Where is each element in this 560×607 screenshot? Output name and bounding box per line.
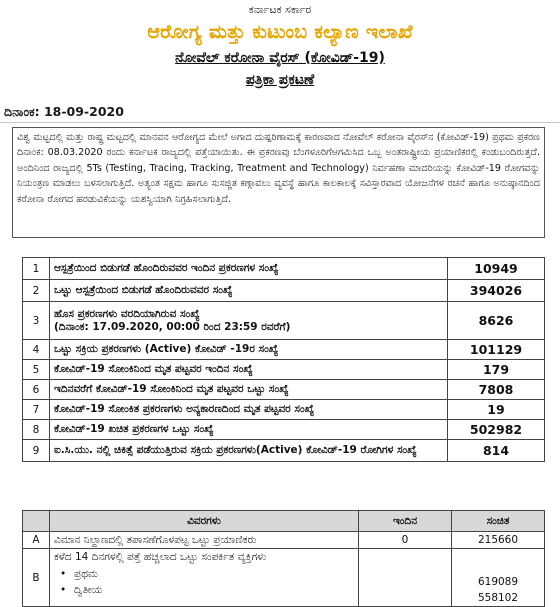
row-label: B (23, 549, 50, 607)
row-number: 7 (23, 400, 50, 420)
row-today-value (359, 549, 452, 607)
cumulative-primary: 619089 (477, 576, 519, 588)
table-row (23, 302, 545, 340)
row-description-main: ಕಳೆದ 14 ದಿನಗಳಲ್ಲಿ ಪತ್ತೆ ಹಚ್ಚಲಾದ ಒಟ್ಟು ಸಂಪರ್ಕಿತ ವ್ಯಕ್ತಿಗಳು (54, 551, 267, 563)
row-description (50, 302, 448, 340)
table-header-row (23, 511, 545, 532)
document-header (0, 0, 560, 91)
row-description: ಕೋವಿಡ್-19 ಸೋಂಕಿತ ಪ್ರಕರಣಗಳು ಅನ್ಯಕಾರಣದಿಂದ ಮೃತ ಪಟ್ಟವರ ಸಂಖ್ಯೆ (50, 400, 448, 420)
release-date: ದಿನಾಂಕ: 18-09-2020 (4, 104, 124, 119)
row-description-main: ಹೊಸ ಪ್ರಕರಣಗಳು ವರದಿಯಾಗಿರುವ ಸಂಖ್ಯೆ (54, 307, 200, 320)
row-cumulative-value (452, 549, 545, 607)
row-today-value: 0 (359, 532, 452, 549)
cumulative-secondary: 558102 (477, 592, 519, 604)
row-value: 7808 (448, 380, 545, 400)
topic-title: ನೋವೆಲ್ ಕರೋನಾ ವೈರಸ್ (ಕೋವಿಡ್-19) (175, 50, 385, 66)
list-item: • ದ್ವಿತೀಯ (54, 582, 354, 598)
row-number: 3 (23, 302, 50, 340)
row-value: 814 (448, 440, 545, 462)
row-number: 9 (23, 440, 50, 462)
row-value: 394026 (448, 280, 545, 302)
government-name: ಕರ್ನಾಟಕ ಸರ್ಕಾರ (248, 3, 312, 16)
table-row (23, 400, 545, 420)
header-today: ಇಂದಿನ (359, 511, 452, 532)
row-number: 1 (23, 258, 50, 280)
row-description-sub: (ದಿನಾಂಕ: 17.09.2020, 00:00 ರಿಂದ 23:59 ರವರೆಗೆ) (54, 320, 291, 333)
row-value: 10949 (448, 258, 545, 280)
table-row (23, 340, 545, 360)
row-number: 2 (23, 280, 50, 302)
divider (0, 122, 560, 123)
row-description: ಆಸ್ಪತ್ರೆಯಿಂದ ಬಿಡುಗಡೆ ಹೊಂದಿರುವವರ ಇಂದಿನ ಪ್ರಕರಣಗಳ ಸಂಖ್ಯೆ (50, 258, 448, 280)
row-label: A (23, 532, 50, 549)
row-description: ಇದಿನವರೆಗೆ ಕೋವಿಡ್-19 ಸೋಂಕಿನಿಂದ ಮೃತ ಪಟ್ಟವರ ಒಟ್ಟು ಸಂಖ್ಯೆ (50, 380, 448, 400)
row-description: ಐ.ಸಿ.ಯು. ನಲ್ಲಿ ಚಿಕಿತ್ಸೆ ಪಡೆಯುತ್ತಿರುವ ಸಕ್ರಿಯ ಪ್ರಕರಣಗಳು(Active) ಕೋವಿಡ್-19 ರೋಗಿಗಳ ಸಂಖ್ಯೆ (50, 440, 448, 462)
row-value: 101129 (448, 340, 545, 360)
table-row (23, 360, 545, 380)
row-value: 19 (448, 400, 545, 420)
row-number: 6 (23, 380, 50, 400)
row-description: ಕೋವಿಡ್-19 ಖಚಿತ ಪ್ರಕರಣಗಳ ಒಟ್ಟು ಸಂಖ್ಯೆ (50, 420, 448, 440)
table-row (23, 280, 545, 302)
screening-table (22, 510, 545, 607)
table-row (23, 420, 545, 440)
header-blank (23, 511, 50, 532)
row-description: ವಿಮಾನ ನಿಲ್ದಾಣದಲ್ಲಿ ತಪಾಸಣೆಗೊಳಪಟ್ಟ ಒಟ್ಟು ಪ್ರಯಾಣಿಕರು (50, 532, 359, 549)
row-description: ಒಟ್ಟು ಆಸ್ಪತ್ರೆಯಿಂದ ಬಿಡುಗಡೆ ಹೊಂದಿರುವವರ ಸಂಖ್ಯೆ (50, 280, 448, 302)
row-number: 8 (23, 420, 50, 440)
table-row (23, 549, 545, 607)
intro-paragraph: ವಿಶ್ವ ಮಟ್ಟದಲ್ಲಿ ಮತ್ತು ರಾಷ್ಟ್ರ ಮಟ್ಟದಲ್ಲಿ ಮಾನವನ ಆರೋಗ್ಯದ ಮೇಲೆ ಅಗಾದ ದುಷ್ಪರಿಣಾಮಕ್ಕೆ ಕಾರಣವಾದ ನೋವೆಲ್ ಕರೋನಾ ವೈರಸ್‌ನ (ಕೋವಿಡ್-19) ಪ್ರಥಮ ಪ್ರಕರಣ ದಿನಾಂಕ: 08.03.2020 ರಂದು ಕರ್ನಾಟಕ ರಾಜ್ಯದಲ್ಲಿ ಪತ್ತೆಯಾಯಿತು. ಈ ಪ್ರಕರಣವು ಬೆಂಗಳೂರಿಗೆಆಗಮಿಸಿದ ಒಬ್ಬ ಅಂತರಾಷ್ಟ್ರೀಯ ಪ್ರಯಾಣಿಕರಲ್ಲಿ ಕಂಡುಬಂದಿರುತ್ತದೆ. ಅಂದಿನಿಂದ ರಾಜ್ಯದಲ್ಲಿ 5Ts (Testing, Tracing, Tracking, Treatment and Technology) ನಿರ್ವಹಣಾ ಮಾದರಿಯನ್ನು ಕೋವಿಡ್-19 ರೋಗವನ್ನು ನಿಯಂತ್ರಣ ಮಾಡಲು ಬಳಸಲಾಗುತ್ತಿದೆ. ಅತ್ಯಂತ ಸಕ್ಷಮ ಹಾಗೂ ಸುಸಜ್ಜಿತ ಕಣ್ಗಾವಲು ವ್ಯವಸ್ಥೆ ಹಾಗೂ ಕಾಲಕಾಲಕ್ಕೆ ಸವಿಸ್ತಾರವಾದ ಯೋಜನೆಗಳ ರಚನೆ ಹಾಗೂ ಅನುಷ್ಠಾನದಿಂದ ಕರೋನಾ ರೋಗದ ಹರಡುವಿಕೆಯನ್ನು ಯಶಸ್ವಿಯಾಗಿ ನಿಗ್ರಹಿಸಲಾಗುತ್ತಿದೆ. (12, 127, 545, 238)
header-details: ವಿವರಗಳು (50, 511, 359, 532)
table-row (23, 380, 545, 400)
list-item: • ಪ್ರಥಮ (54, 566, 354, 582)
table-row (23, 258, 545, 280)
stats-table (22, 257, 545, 462)
row-value: 502982 (448, 420, 545, 440)
row-description: ಕೋವಿಡ್-19 ಸೋಂಕಿನಿಂದ ಮೃತ ಪಟ್ಟವರ ಇಂದಿನ ಸಂಖ್ಯೆ (50, 360, 448, 380)
table-row (23, 440, 545, 462)
row-value: 8626 (448, 302, 545, 340)
department-name: ಆರೋಗ್ಯ ಮತ್ತು ಕುಟುಂಬ ಕಲ್ಯಾಣ ಇಲಾಖೆ (147, 21, 413, 43)
row-number: 4 (23, 340, 50, 360)
header-cumulative: ಸಂಚಿತ (452, 511, 545, 532)
row-description: ಒಟ್ಟು ಸಕ್ರಿಯ ಪ್ರಕರಣಗಳು (Active) ಕೋವಿಡ್ -19ರ ಸಂಖ್ಯೆ (50, 340, 448, 360)
row-cumulative-value: 215660 (452, 532, 545, 549)
row-description (50, 549, 359, 607)
row-number: 5 (23, 360, 50, 380)
press-release-title: ಪತ್ರಿಕಾ ಪ್ರಕಟಣೆ (245, 72, 315, 88)
table-row (23, 532, 545, 549)
row-value: 179 (448, 360, 545, 380)
